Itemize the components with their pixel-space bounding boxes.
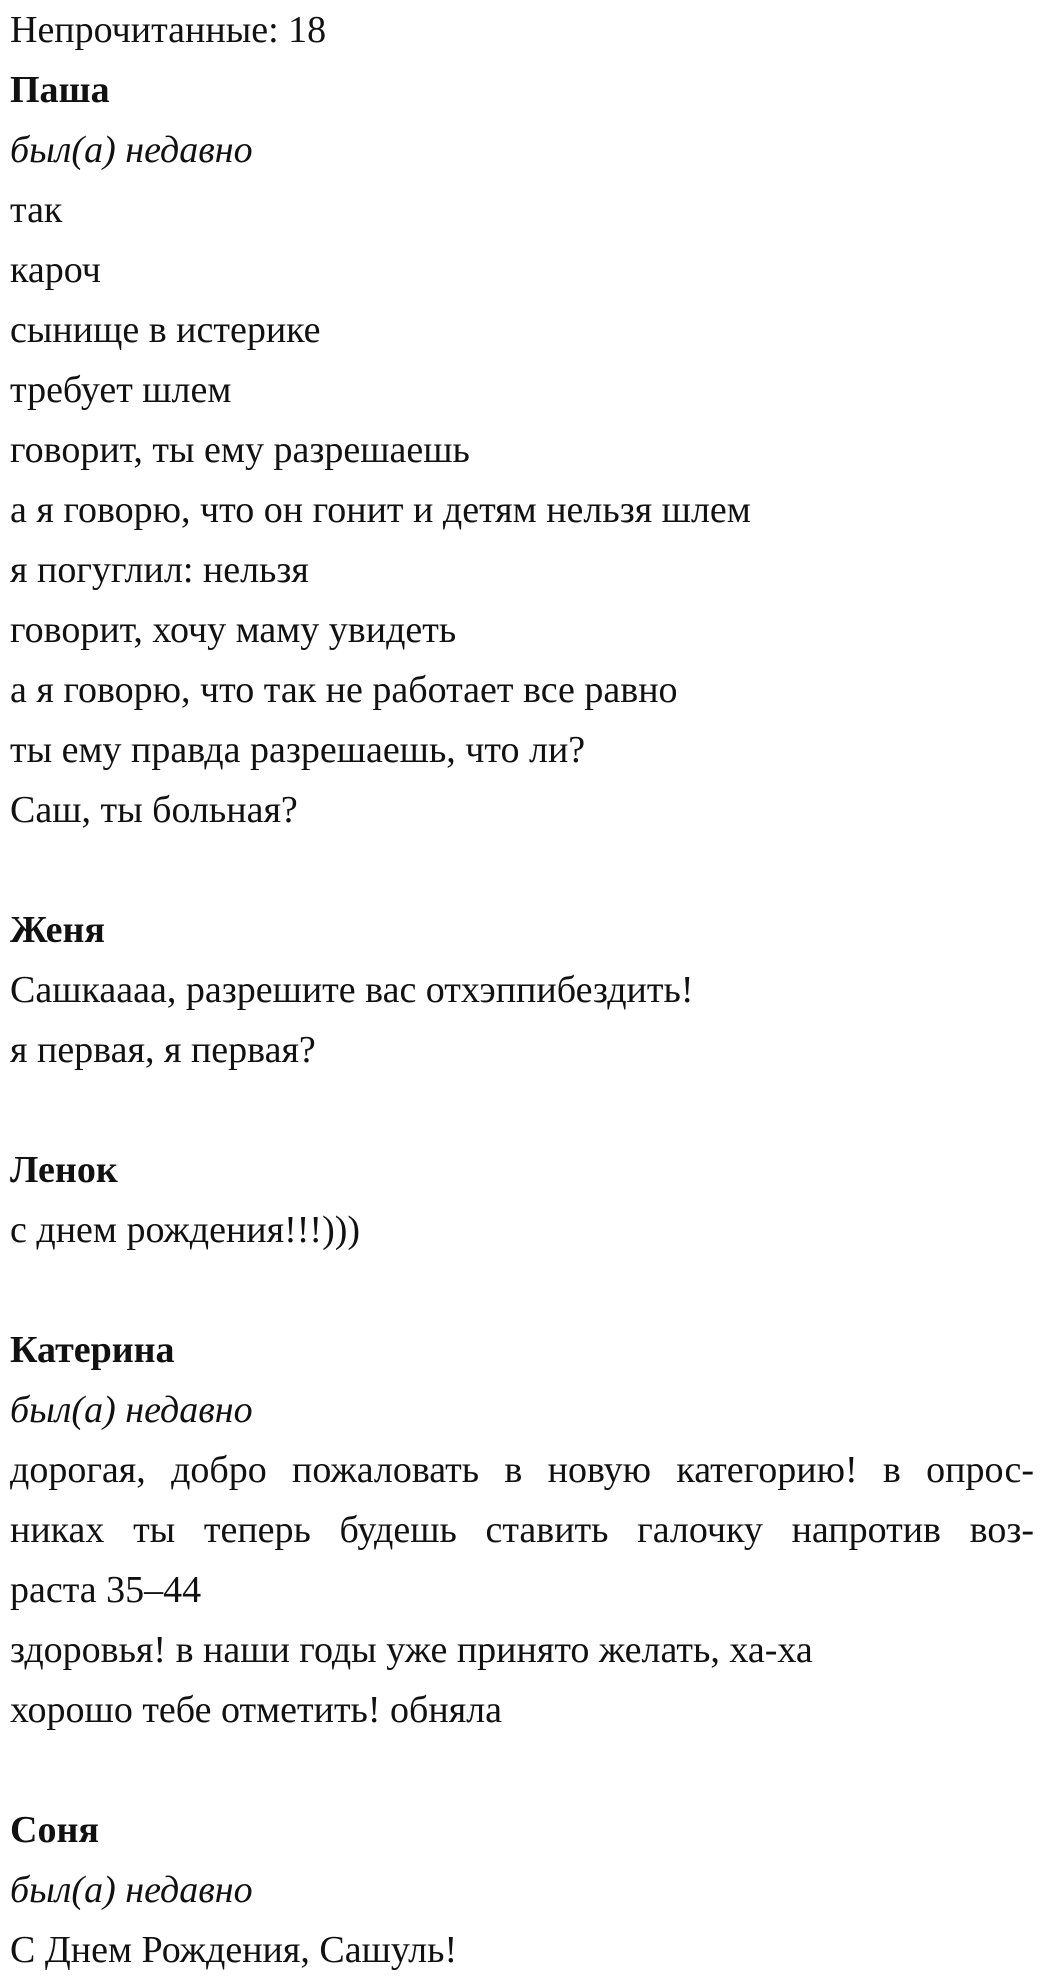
message: Сашкаааа, разрешите вас отхэппибездить!	[10, 969, 694, 1011]
sender-name: Женя	[10, 909, 105, 951]
chat-separator	[10, 840, 1036, 900]
message: С Днем Рождения, Сашуль!	[10, 1929, 458, 1971]
message: здоровья! в наши годы уже принято желать, ха-ха	[10, 1629, 813, 1671]
sender-name: Паша	[10, 69, 110, 111]
message: я погуглил: нельзя	[10, 549, 309, 591]
message: дорогая, добро пожаловать в новую категорию! в опрос-	[10, 1449, 1034, 1491]
message: хорошо тебе отметить! обняла	[10, 1689, 503, 1731]
message: так	[10, 189, 63, 231]
sender-name: Соня	[10, 1809, 99, 1851]
chat-block-sonya[interactable]	[10, 1800, 1036, 1980]
message: а я говорю, что так не работает все равно	[10, 669, 678, 711]
last-seen-status: был(а) недавно	[10, 1389, 253, 1431]
last-seen-status: был(а) недавно	[10, 1869, 253, 1911]
message: говорит, ты ему разрешаешь	[10, 429, 470, 471]
last-seen-status: был(а) недавно	[10, 129, 253, 171]
chat-separator	[10, 1740, 1036, 1800]
sender-name: Ленок	[10, 1149, 118, 1191]
sender-name: Катерина	[10, 1329, 175, 1371]
chat-block-zhenya[interactable]	[10, 900, 1036, 1080]
message: говорит, хочу маму увидеть	[10, 609, 457, 651]
chat-separator	[10, 1080, 1036, 1140]
message: требует шлем	[10, 369, 232, 411]
message: раста 35–44	[10, 1569, 202, 1611]
chat-block-lenok[interactable]	[10, 1140, 1036, 1260]
message: а я говорю, что он гонит и детям нельзя шлем	[10, 489, 751, 531]
message: сынище в истерике	[10, 309, 321, 351]
message: никах ты теперь будешь ставить галочку напротив воз-	[10, 1509, 1034, 1551]
message: ты ему правда разрешаешь, что ли?	[10, 729, 586, 771]
message: я первая, я первая?	[10, 1029, 316, 1071]
chat-block-katerina[interactable]	[10, 1320, 1036, 1740]
message: Саш, ты больная?	[10, 789, 298, 831]
message: кароч	[10, 249, 101, 291]
chat-separator	[10, 1260, 1036, 1320]
chat-block-pasha[interactable]	[10, 60, 1036, 840]
message: с днем рождения!!!)))	[10, 1209, 361, 1251]
unread-count: Непрочитанные: 18	[10, 9, 327, 51]
